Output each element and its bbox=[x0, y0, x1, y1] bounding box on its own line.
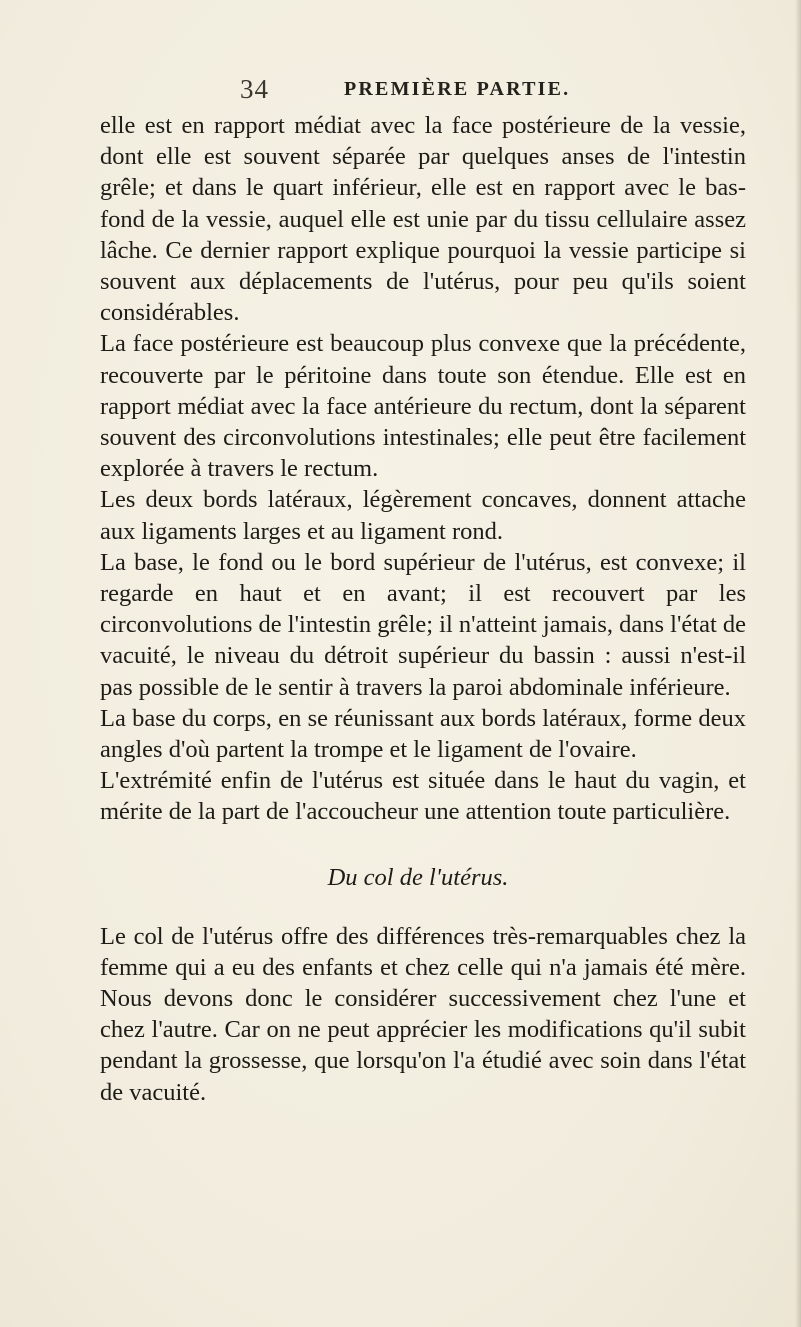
running-title: PREMIÈRE PARTIE. bbox=[344, 78, 571, 100]
body-text bbox=[100, 110, 746, 1108]
page-edge-shadow bbox=[795, 0, 801, 1327]
paragraph-bords-lateraux: Les deux bords latéraux, légèrement concaves, donnent attache aux ligaments larges et au ligament rond. bbox=[100, 486, 746, 545]
paragraph-continuation: elle est en rapport médiat avec la face postérieure de la vessie, dont elle est souvent séparée par quelques anses de l'intestin grêle; et dans le quart inférieur, elle est en rapport avec le bas-fond de la vessie, auquel elle est unie par du tissu cellulaire assez lâche. Ce dernier rapport explique pourquoi la vessie participe si souvent aux déplacements de l'utérus, pour peu qu'ils soient considérables. bbox=[100, 112, 746, 327]
section-title: Du col de l'utérus. bbox=[327, 863, 509, 891]
running-head bbox=[240, 74, 700, 104]
paragraph-extremite: L'extrémité enfin de l'utérus est située dans le haut du vagin, et mérite de la part de l'accoucheur une attention toute particulière. bbox=[100, 767, 746, 826]
paragraph-base: La base, le fond ou le bord supérieur de l'utérus, est convexe; il regarde en haut et en avant; il est recouvert par les circonvolutions de l'intestin grêle; il n'atteint jamais, dans l'état de vacuité, le niveau du détroit supérieur du bassin : aussi n'est-il pas possible de le sentir à travers la paroi abdominale inférieure. bbox=[100, 548, 746, 701]
paragraph-base-du-corps: La base du corps, en se réunissant aux bords latéraux, forme deux angles d'où partent la trompe et le ligament de l'ovaire. bbox=[100, 704, 746, 764]
paragraph-col-uterus: Le col de l'utérus offre des différences très-remarquables chez la femme qui a eu des enfants et chez celle qui n'a jamais été mère. Nous devons donc le considérer successivement chez l'une et chez l'autre. Car on ne peut apprécier les modifications qu'il subit pendant la grossesse, que lorsqu'on l'a étudié avec soin dans l'état de vacuité. bbox=[100, 922, 746, 1106]
paragraph-face-posterieure: La face postérieure est beaucoup plus convexe que la précédente, recouverte par le péritoine dans toute son étendue. Elle est en rapport médiat avec la face antérieure du rectum, dont la séparent souvent des circonvolutions intestinales; elle peut être facilement explorée à travers le rectum. bbox=[100, 330, 746, 483]
page-number: 34 bbox=[240, 74, 269, 104]
